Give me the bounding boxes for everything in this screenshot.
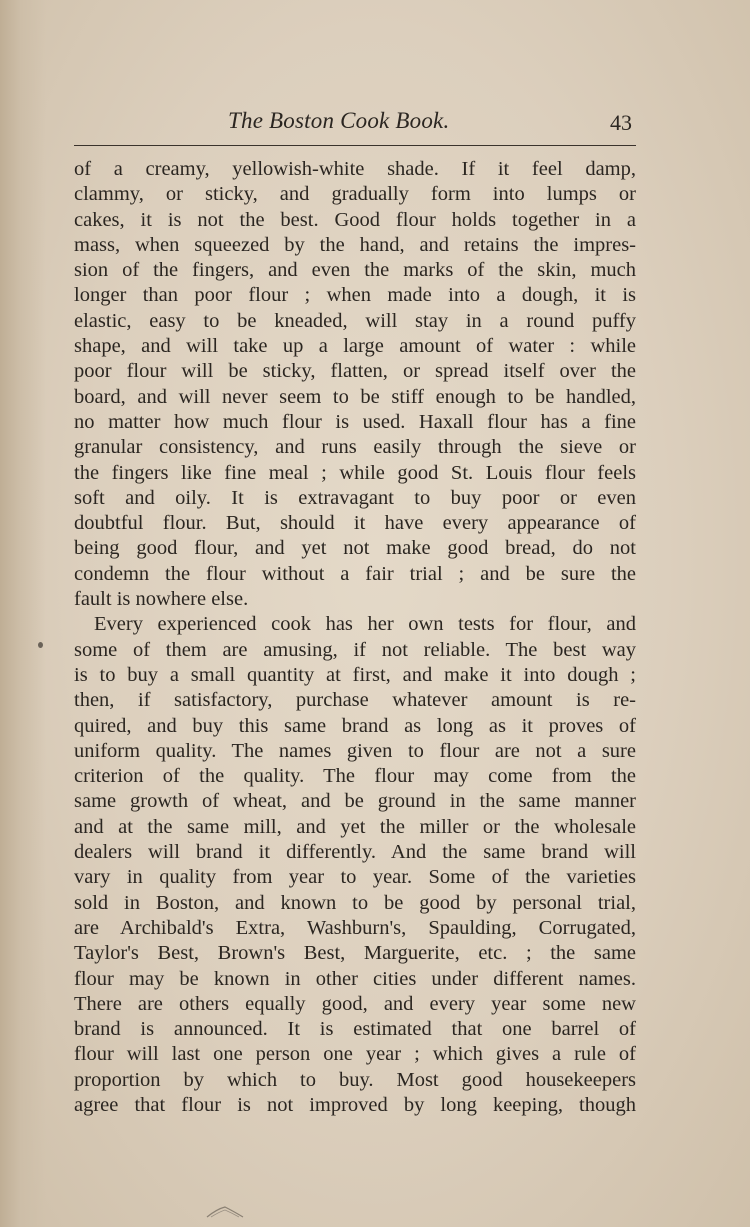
text-line: mass, when squeezed by the hand, and retains the impres-: [74, 233, 636, 256]
ink-speck: [38, 642, 43, 648]
text-line: are Archibald's Extra, Washburn's, Spaulding, Corrugated,: [74, 916, 636, 939]
text-line: same growth of wheat, and be ground in the same manner: [74, 790, 636, 813]
text-line: uniform quality. The names given to flour are not a sure: [74, 739, 636, 762]
text-line: soft and oily. It is extravagant to buy poor or even: [74, 486, 636, 509]
text-line: proportion by which to buy. Most good housekeepers: [74, 1068, 636, 1091]
text-line: shape, and will take up a large amount of water : while: [74, 335, 636, 358]
text-line: and at the same mill, and yet the miller or the wholesale: [74, 815, 636, 838]
body-text: [74, 157, 636, 1118]
text-line: then, if satisfactory, purchase whatever amount is re-: [74, 689, 636, 712]
text-line: vary in quality from year to year. Some of the varieties: [74, 866, 636, 889]
text-line: flour may be known in other cities under different names.: [74, 967, 636, 990]
running-title: The Boston Cook Book.: [228, 108, 450, 133]
text-line: clammy, or sticky, and gradually form into lumps or: [74, 183, 636, 206]
text-line: quired, and buy this same brand as long as it proves of: [74, 714, 636, 737]
text-line: criterion of the quality. The flour may come from the: [74, 765, 636, 788]
text-line: agree that flour is not improved by long keeping, though: [74, 1093, 636, 1116]
text-line: the fingers like fine meal ; while good St. Louis flour feels: [74, 461, 636, 484]
text-line: being good flour, and yet not make good bread, do not: [74, 537, 636, 560]
paragraph-end-line: fault is nowhere else.: [74, 588, 249, 611]
text-line: poor flour will be sticky, flatten, or spread itself over the: [74, 360, 636, 383]
text-line: doubtful flour. But, should it have every appearance of: [74, 512, 636, 535]
text-line: longer than poor flour ; when made into a dough, it is: [74, 284, 636, 307]
text-line: no matter how much flour is used. Haxall flour has a fine: [74, 410, 636, 433]
text-line: elastic, easy to be kneaded, will stay in a round puffy: [74, 309, 636, 332]
text-line: sold in Boston, and known to be good by personal trial,: [74, 891, 636, 914]
page-number: 43: [610, 110, 632, 135]
text-line: cakes, it is not the best. Good flour holds together in a: [74, 208, 636, 231]
text-line: flour will last one person one year ; which gives a rule of: [74, 1043, 636, 1066]
paragraph-start-line: Every experienced cook has her own tests for flour, and: [94, 613, 636, 636]
header-rule: [74, 145, 636, 146]
pencil-mark: [205, 1205, 245, 1219]
text-line: brand is announced. It is estimated that one barrel of: [74, 1018, 636, 1041]
text-line: is to buy a small quantity at first, and make it into dough ;: [74, 663, 636, 686]
text-line: sion of the fingers, and even the marks of the skin, much: [74, 259, 636, 282]
text-line: granular consistency, and runs easily through the sieve or: [74, 436, 636, 459]
text-line: some of them are amusing, if not reliable. The best way: [74, 638, 636, 661]
text-line: board, and will never seem to be stiff enough to be handled,: [74, 385, 636, 408]
page-left-edge-shadow: [0, 0, 46, 1227]
text-line: of a creamy, yellowish-white shade. If it feel damp,: [74, 158, 636, 180]
text-line: Taylor's Best, Brown's Best, Marguerite, etc. ; the same: [74, 942, 636, 965]
text-line: dealers will brand it differently. And the same brand will: [74, 841, 636, 864]
text-line: There are others equally good, and every year some new: [74, 992, 636, 1015]
page-header: [74, 108, 636, 140]
text-line: condemn the flour without a fair trial ; and be sure the: [74, 562, 636, 585]
